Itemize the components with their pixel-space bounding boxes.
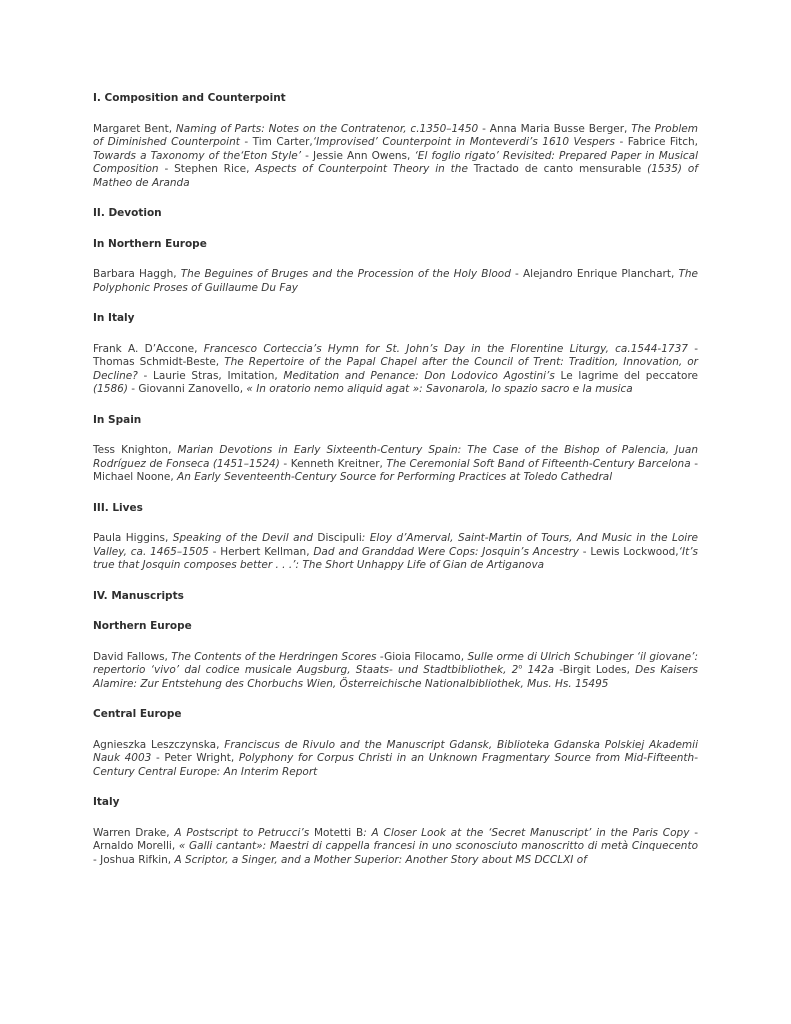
subsection-heading: In Italy bbox=[93, 312, 135, 324]
document-content bbox=[93, 92, 698, 867]
section-entry bbox=[93, 739, 698, 780]
italic-title-text: ‘Improvised’ Counterpoint in Monteverdi’s 1610 Vespers bbox=[312, 136, 615, 148]
italic-title-text: Speaking of the Devil and bbox=[172, 532, 313, 544]
italic-title-text: 142a bbox=[522, 664, 555, 676]
italic-title-text: Marian Devotions in Early Sixteenth-Century Spain: The Case of the Bishop of Palencia, Juan Rodríguez de Fonseca (1451–1524) bbox=[93, 444, 698, 470]
author-text: Barbara Haggh, bbox=[93, 268, 181, 280]
section-heading: I. Composition and Counterpoint bbox=[93, 92, 286, 104]
section-heading: II. Devotion bbox=[93, 207, 162, 219]
italic-title-text: Francesco Corteccia’s Hymn for St. John’s Day in the Florentine Liturgy, ca.1544-1737 bbox=[203, 342, 688, 355]
author-text: - Laurie Stras, Imitation, bbox=[137, 369, 284, 382]
author-text: - Herbert Kellman, bbox=[208, 545, 314, 558]
author-text: - Thomas Schmidt-Beste, bbox=[93, 342, 698, 368]
italic-title-text: Dad and Granddad Were Cops: Josquin’s Ancestry bbox=[313, 545, 579, 558]
subsection-heading: In Northern Europe bbox=[93, 237, 207, 250]
section-entry bbox=[93, 268, 698, 295]
author-text: Discipuli bbox=[312, 532, 362, 544]
author-text: - Anna Maria Busse Berger, bbox=[478, 122, 632, 135]
author-text: Agnieszka Leszczynska, bbox=[93, 738, 225, 751]
italic-title-text: The Beguines of Bruges and the Procession of the Holy Blood bbox=[180, 268, 511, 280]
author-text: - Peter Wright, bbox=[151, 752, 239, 764]
section-entry bbox=[93, 651, 698, 692]
author-text: -Gioia Filocamo, bbox=[376, 650, 468, 663]
italic-title-text: Towards a Taxonomy of the‘Eton Style’ bbox=[93, 149, 302, 162]
section-entry bbox=[93, 343, 698, 397]
italic-title-text: Des Kaisers Alamire: Zur Entstehung des Chorbuchs Wien, Österreichische Nationalbibliothek, Mus. Hs. 15495 bbox=[93, 664, 698, 690]
author-text: Le lagrime del peccatore bbox=[554, 369, 698, 382]
subsection-heading: Central Europe bbox=[93, 708, 182, 720]
italic-title-text: The Polyphonic Proses of Guillaume Du Fay bbox=[93, 268, 698, 294]
author-text: - Giovanni Zanovello, bbox=[127, 383, 247, 395]
author-text: - Kenneth Kreitner, bbox=[279, 457, 387, 470]
section-entry bbox=[93, 123, 698, 191]
section-entry bbox=[93, 532, 698, 573]
italic-title-text: A Postscript to Petrucci’s bbox=[174, 826, 310, 839]
italic-title-text: Franciscus de Rivulo and the Manuscript Gdansk, Biblioteka Gdanska Polskiej Akademii Nauk 4003 bbox=[93, 738, 698, 764]
italic-title-text: : Eloy d’Amerval, Saint-Martin of Tours, And Music in the Loire Valley, ca. 1465–1505 bbox=[93, 532, 698, 558]
italic-title-text: Sulle orme di Ulrich Schubinger ‘il giovane’: repertorio ‘vivo’ dal codice musicale Augsburg, Staats- und Stadtbibliothek, 2 bbox=[93, 650, 698, 676]
italic-title-text: The Problem of Diminished Counterpoint bbox=[93, 122, 698, 148]
italic-title-text: ‘El foglio rigato’ Revisited: Prepared Paper in Musical Composition bbox=[93, 149, 698, 175]
italic-title-text: Aspects of Counterpoint Theory in the bbox=[255, 163, 468, 175]
italic-title-text: : A Closer Look at the ‘Secret Manuscript’ in the Paris Copy bbox=[363, 826, 690, 839]
author-text: - Fabrice Fitch, bbox=[614, 136, 698, 148]
subsection-heading: In Spain bbox=[93, 413, 142, 426]
author-text: -Birgit Lodes, bbox=[554, 664, 636, 676]
italic-title-text: ‘It’s true that Josquin composes better . . .’: The Short Unhappy Life of Gian de Artiganova bbox=[93, 545, 698, 571]
subsection-heading: Northern Europe bbox=[93, 620, 192, 632]
italic-title-text: Polyphony for Corpus Christi in an Unknown Fragmentary Source from Mid-Fifteenth-Century Central Europe: An Interim Report bbox=[93, 752, 698, 778]
italic-title-text: The Repertoire of the Papal Chapel after the Council of Trent: Tradition, Innovation, or Decline? bbox=[93, 356, 698, 382]
author-text: - Stephen Rice, bbox=[158, 163, 256, 175]
author-text: - Alejandro Enrique Planchart, bbox=[510, 268, 679, 280]
author-text: Tractado de canto mensurable bbox=[467, 163, 648, 175]
italic-title-text: Meditation and Penance: Don Lodovico Agostini’s bbox=[283, 369, 555, 382]
author-text: - Arnaldo Morelli, bbox=[93, 826, 699, 852]
section-entry bbox=[93, 827, 698, 868]
italic-title-text: The Ceremonial Soft Band of Fifteenth-Century Barcelona bbox=[386, 457, 691, 470]
italic-title-text: « Galli cantant»: Maestri di cappella francesi in uno sconosciuto manoscritto di metà Cinquecento bbox=[178, 840, 698, 852]
italic-title-text: An Early Seventeenth-Century Source for Performing Practices at Toledo Cathedral bbox=[177, 471, 613, 483]
author-text: Tess Knighton, bbox=[93, 444, 178, 456]
italic-title-text: A Scriptor, a Singer, and a Mother Superior: Another Story about MS DCCLXI of bbox=[174, 853, 587, 866]
italic-title-text: The Contents of the Herdringen Scores bbox=[171, 650, 377, 663]
author-text: - Joshua Rifkin, bbox=[93, 853, 175, 866]
author-text: Paula Higgins, bbox=[93, 532, 173, 544]
author-text: Frank A. D’Accone, bbox=[93, 342, 204, 355]
author-text: Margaret Bent, bbox=[93, 122, 176, 135]
italic-title-text: (1535) of Matheo de Aranda bbox=[93, 163, 698, 189]
author-text: - Jessie Ann Owens, bbox=[301, 149, 415, 162]
section-entry bbox=[93, 444, 698, 485]
italic-title-text: Naming of Parts: Notes on the Contratenor, c.1350–1450 bbox=[175, 122, 479, 135]
italic-title-text: « In oratorio nemo aliquid agat »: Savonarola, lo spazio sacro e la musica bbox=[246, 383, 633, 395]
author-text: - Tim Carter, bbox=[239, 136, 313, 148]
author-text: Motetti B bbox=[309, 826, 364, 839]
author-text: Warren Drake, bbox=[93, 826, 175, 839]
section-heading: III. Lives bbox=[93, 501, 143, 514]
italic-title-text: (1586) bbox=[93, 383, 128, 395]
subsection-heading: Italy bbox=[93, 796, 120, 808]
author-text: - Michael Noone, bbox=[93, 457, 698, 483]
section-heading: IV. Manuscripts bbox=[93, 589, 184, 602]
author-text: - Lewis Lockwood, bbox=[578, 545, 679, 558]
author-text: David Fallows, bbox=[93, 650, 172, 663]
superscript: o bbox=[518, 662, 523, 671]
